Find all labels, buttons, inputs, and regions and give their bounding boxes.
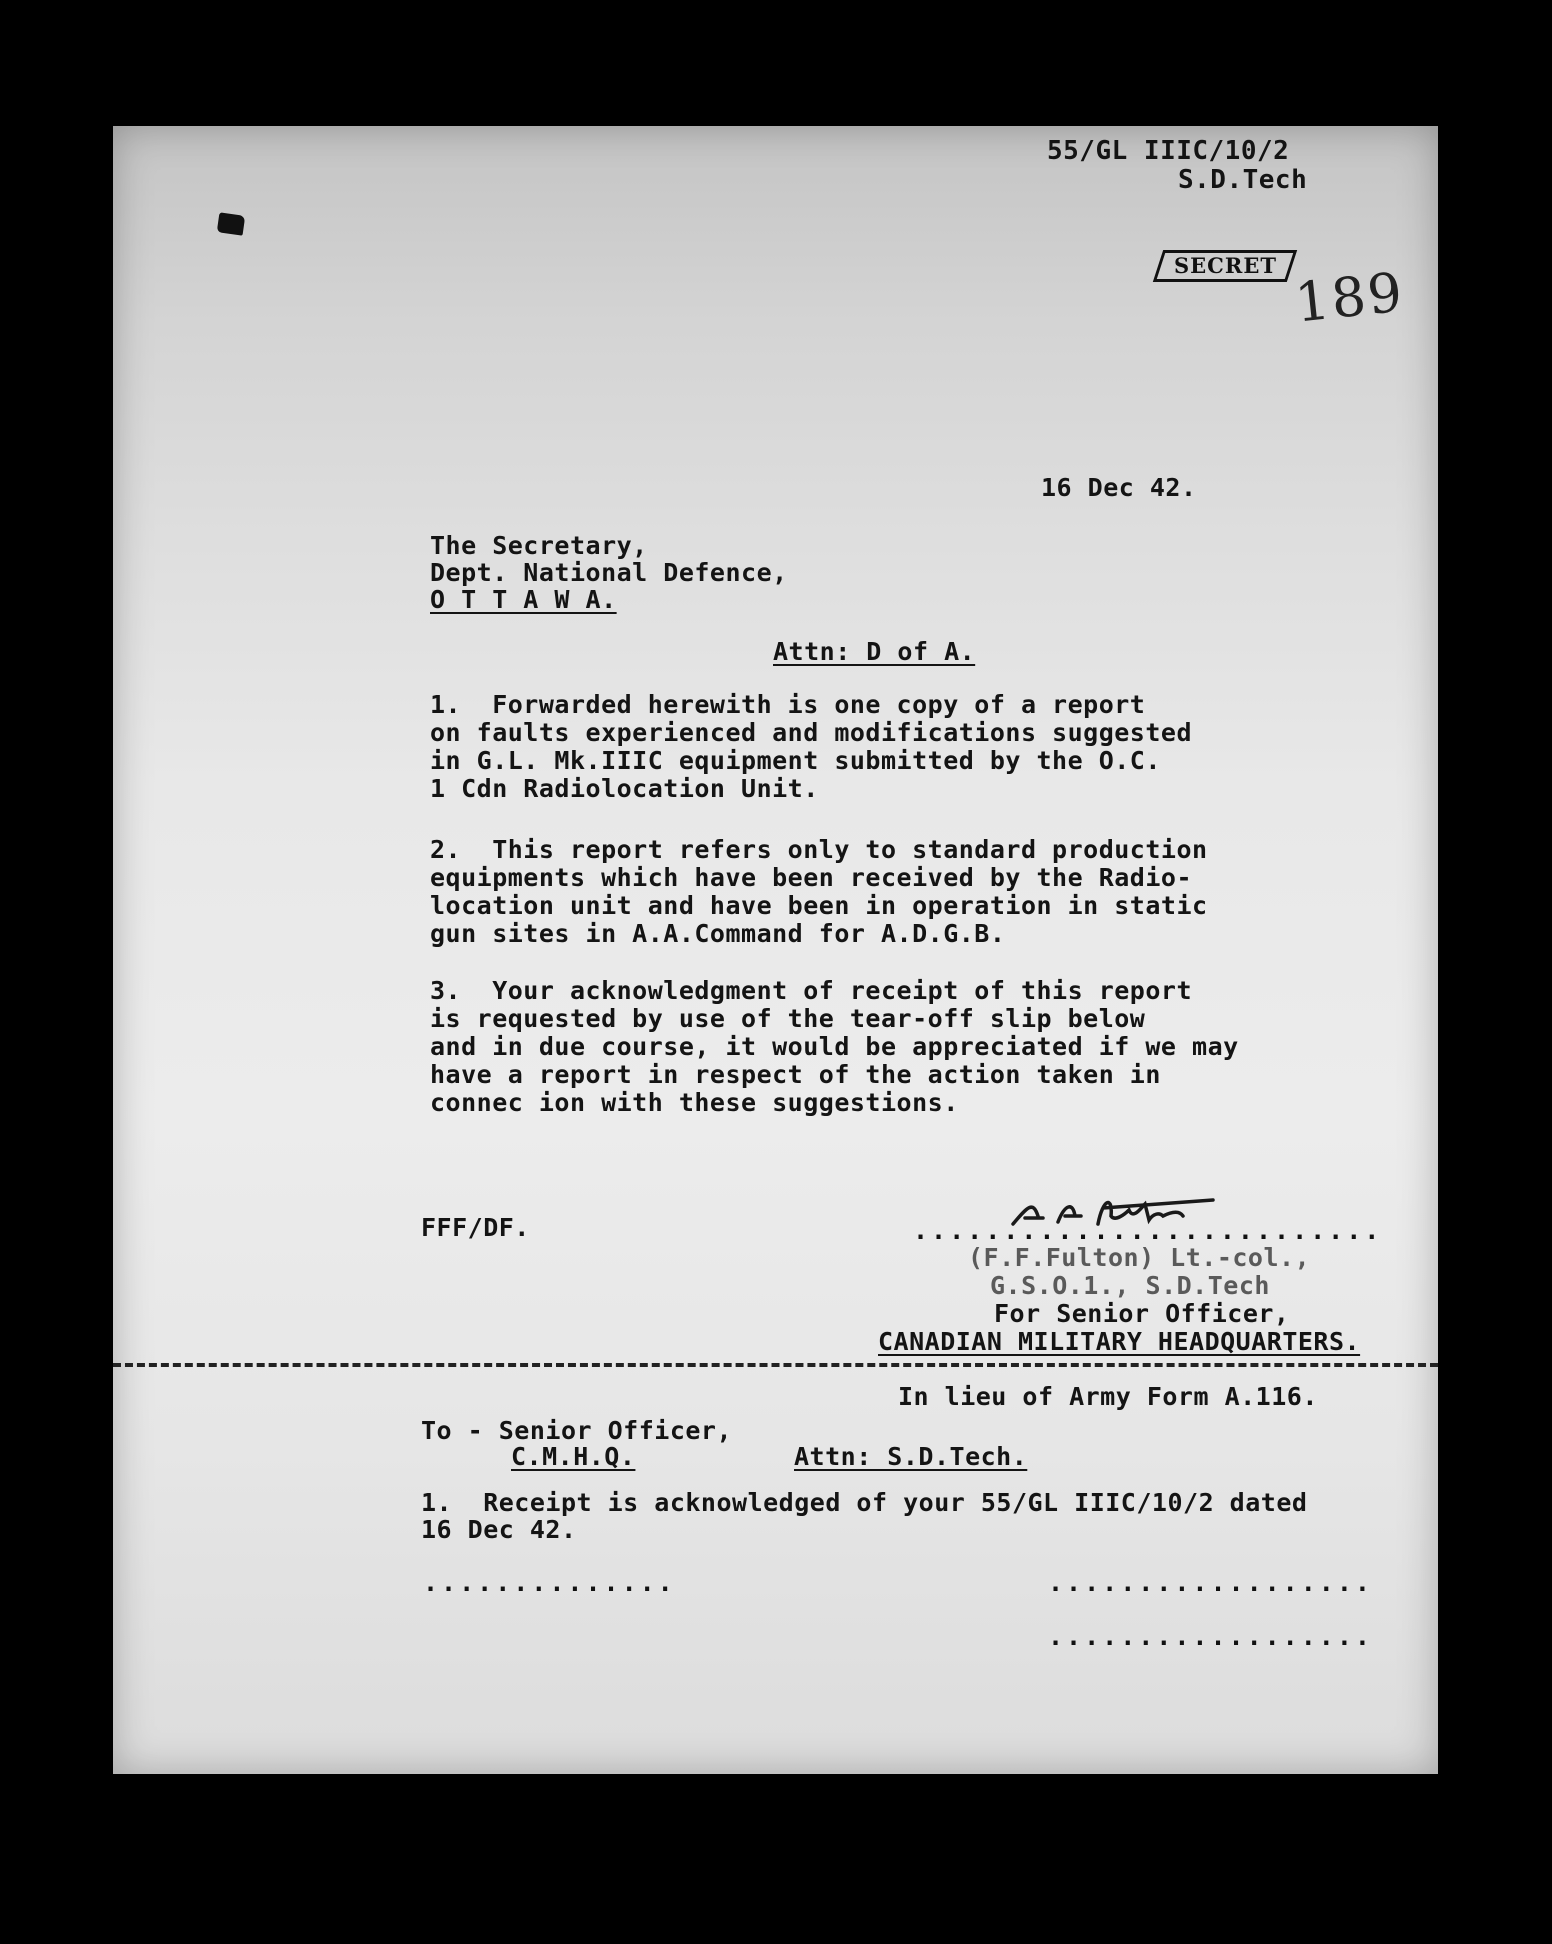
form-note: In lieu of Army Form A.116. [898, 1382, 1318, 1411]
paragraph-3-line: is requested by use of the tear-off slip below [430, 1004, 1146, 1033]
paragraph-2-line: gun sites in A.A.Command for A.D.G.B. [430, 919, 1006, 948]
receipt-line-2: 16 Dec 42. [421, 1515, 577, 1544]
signatory-for: For Senior Officer, [994, 1299, 1290, 1328]
file-reference: 55/GL IIIC/10/2 [1047, 136, 1290, 166]
typist-initials: FFF/DF. [421, 1213, 530, 1242]
tear-off-to-line-2: C.M.H.Q. [511, 1442, 636, 1471]
addressee-line-2: Dept. National Defence, [430, 558, 788, 587]
paragraph-2-line: location unit and have been in operation in static [430, 891, 1208, 920]
folio-number: 189 [1292, 260, 1408, 335]
paragraph-2-line: equipments which have been received by the Radio- [430, 863, 1193, 892]
signature-blank-right-1: .................. [1048, 1568, 1373, 1597]
paragraph-1-line: in G.L. Mk.IIIC equipment submitted by the O.C. [430, 746, 1161, 775]
ink-blot [217, 212, 246, 235]
letter-date: 16 Dec 42. [1041, 473, 1197, 502]
signature-blank-right-2: .................. [1048, 1622, 1373, 1651]
addressee-line-1: The Secretary, [430, 531, 648, 560]
paragraph-2-line: 2. This report refers only to standard production [430, 835, 1208, 864]
tear-off-to-line-1: To - Senior Officer, [421, 1416, 733, 1445]
paragraph-3-line: connec ion with these suggestions. [430, 1088, 959, 1117]
paragraph-3-line: have a report in respect of the action taken in [430, 1060, 1161, 1089]
paragraph-1-line: 1. Forwarded herewith is one copy of a report [430, 690, 1146, 719]
signatory-appointment: G.S.O.1., S.D.Tech [990, 1271, 1270, 1300]
paragraph-3-line: and in due course, it would be appreciated if we may [430, 1032, 1239, 1061]
paragraph-1-line: on faults experienced and modifications suggested [430, 718, 1193, 747]
document-page [113, 126, 1438, 1774]
branch-reference: S.D.Tech [1178, 165, 1308, 195]
attention-line: Attn: D of A. [773, 637, 976, 666]
signature-dotted-line: .......................... [913, 1216, 1383, 1245]
signature-blank-left: .............. [423, 1568, 676, 1597]
tear-off-attention: Attn: S.D.Tech. [794, 1442, 1028, 1471]
tear-off-divider [113, 1363, 1438, 1367]
signatory-hq: CANADIAN MILITARY HEADQUARTERS. [878, 1327, 1361, 1356]
signatory-name: (F.F.Fulton) Lt.-col., [968, 1243, 1311, 1272]
addressee-line-3: O T T A W A. [430, 585, 617, 614]
secret-stamp: SECRET [1153, 250, 1297, 282]
receipt-line-1: 1. Receipt is acknowledged of your 55/GL IIIC/10/2 dated [421, 1488, 1308, 1517]
paragraph-1-line: 1 Cdn Radiolocation Unit. [430, 774, 819, 803]
paragraph-3-line: 3. Your acknowledgment of receipt of this report [430, 976, 1193, 1005]
